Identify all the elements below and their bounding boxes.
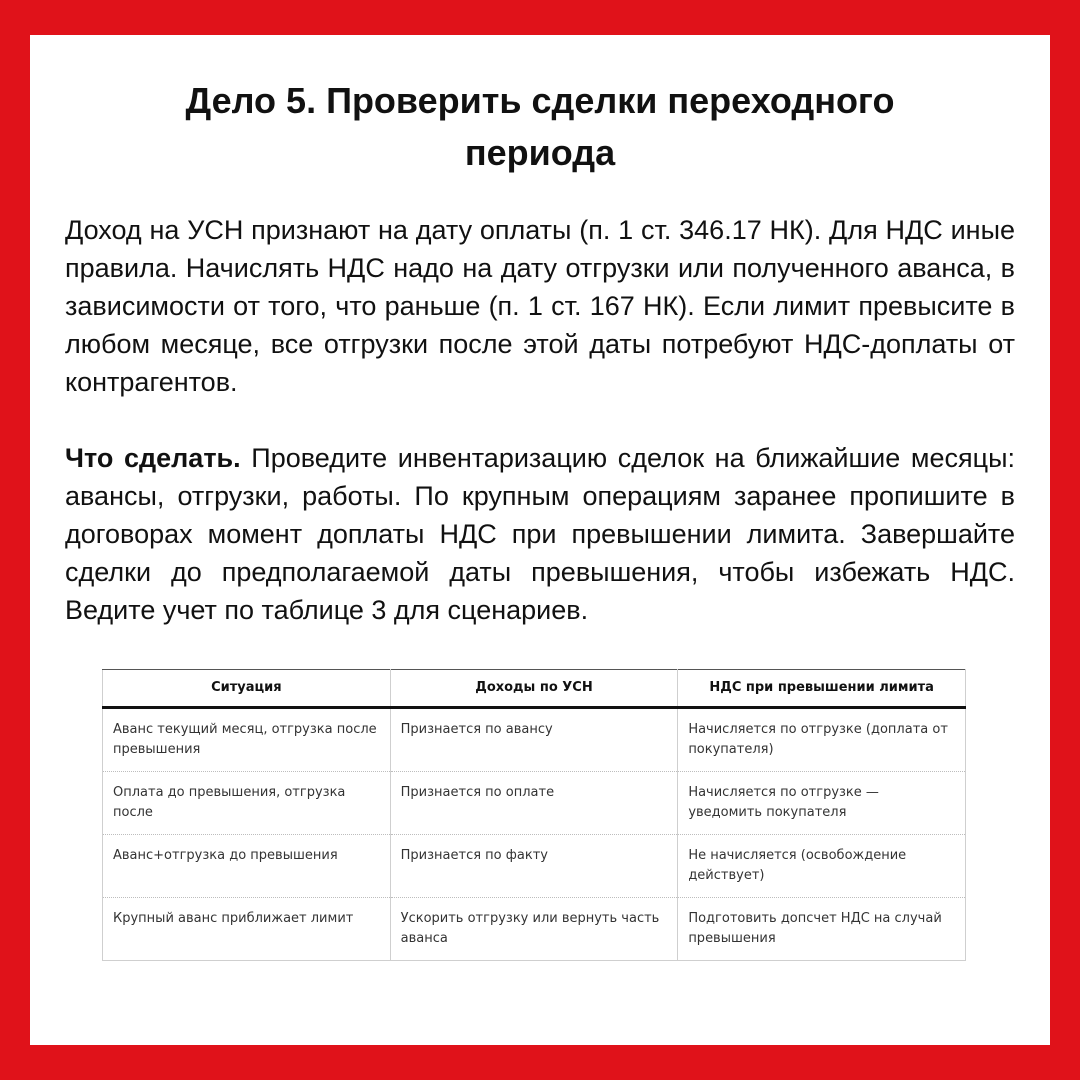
action-text: Проведите инвентаризацию сделок на ближайшие месяцы: авансы, отгрузки, работы. По крупным операциям заранее пропишите в договорах момент доплаты НДС при превышении лимита. Завершайте сделки до предполагаемой даты превышения, чтобы избежать НДС. Ведите учет по таблице 3 для сценариев.: [65, 443, 1016, 625]
table-row: [103, 772, 966, 835]
table-row: [103, 708, 966, 772]
column-header-usn-income: Доходы по УСН: [390, 670, 678, 708]
table-cell: Подготовить допсчет НДС на случай превышения: [678, 898, 966, 961]
table-row: [103, 835, 966, 898]
action-lead: Что сделать.: [65, 443, 241, 473]
table-row: [103, 898, 966, 961]
page-title: Дело 5. Проверить сделки переходного периода: [185, 80, 895, 173]
column-header-situation: Ситуация: [103, 670, 391, 708]
table-cell: Оплата до превышения, отгрузка после: [103, 772, 391, 835]
table-cell: Не начисляется (освобождение действует): [678, 835, 966, 898]
table-cell: Начисляется по отгрузке — уведомить покупателя: [678, 772, 966, 835]
action-paragraph: [65, 439, 1015, 629]
content-card: [30, 35, 1050, 1045]
table-header-row: [103, 670, 966, 708]
table-cell: Признается по факту: [390, 835, 678, 898]
table-cell: Признается по авансу: [390, 708, 678, 772]
table-cell: Аванс текущий месяц, отгрузка после превышения: [103, 708, 391, 772]
table-cell: Крупный аванс приближает лимит: [103, 898, 391, 961]
table-cell: Начисляется по отгрузке (доплата от покупателя): [678, 708, 966, 772]
table-cell: Ускорить отгрузку или вернуть часть аванса: [390, 898, 678, 961]
table-cell: Аванс+отгрузка до превышения: [103, 835, 391, 898]
table-cell: Признается по оплате: [390, 772, 678, 835]
intro-paragraph: Доход на УСН признают на дату оплаты (п. 1 ст. 346.17 НК). Для НДС иные правила. Начислять НДС надо на дату отгрузки или полученного аванса, в зависимости от того, что раньше (п. 1 ст. 167 НК). Если лимит превысите в любом месяце, все отгрузки после этой даты потребуют НДС-доплаты от контрагентов.: [65, 215, 1015, 397]
scenario-table: [102, 669, 966, 961]
column-header-vat: НДС при превышении лимита: [678, 670, 966, 708]
scenario-table-container: [102, 669, 966, 961]
